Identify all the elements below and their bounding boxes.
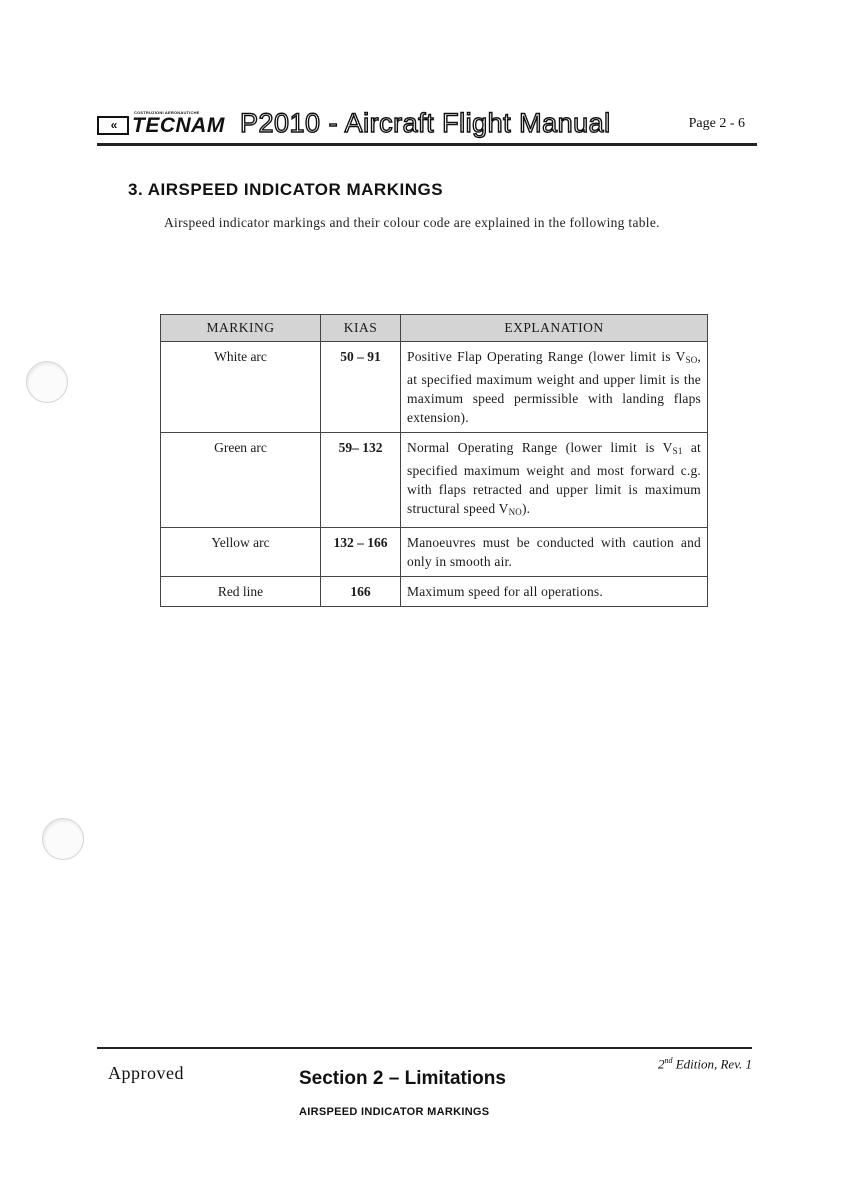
kias-cell: 166 bbox=[321, 577, 401, 607]
explanation-cell: Maximum speed for all operations. bbox=[401, 577, 708, 607]
table-row bbox=[161, 342, 708, 433]
header-marking: MARKING bbox=[161, 315, 321, 342]
airspeed-markings-table bbox=[160, 314, 708, 607]
kias-cell: 132 – 166 bbox=[321, 528, 401, 577]
header-rule bbox=[97, 143, 757, 146]
footer-subsection: AIRSPEED INDICATOR MARKINGS bbox=[299, 1106, 490, 1118]
tecnam-logo bbox=[97, 110, 225, 138]
marking-cell: White arc bbox=[161, 342, 321, 433]
intro-paragraph: Airspeed indicator markings and their colour code are explained in the following table. bbox=[164, 215, 660, 230]
table-row bbox=[161, 433, 708, 528]
kias-cell: 59– 132 bbox=[321, 433, 401, 528]
marking-cell: Red line bbox=[161, 577, 321, 607]
header-explanation: EXPLANATION bbox=[401, 315, 708, 342]
edition-info bbox=[658, 1056, 752, 1072]
marking-cell: Green arc bbox=[161, 433, 321, 528]
logo-mark-icon: « bbox=[97, 116, 129, 135]
table-row bbox=[161, 528, 708, 577]
approval-status: Approved bbox=[108, 1063, 184, 1083]
kias-cell: 50 – 91 bbox=[321, 342, 401, 433]
explanation-cell: Positive Flap Operating Range (lower limit is $V_{SO}$, at specified maximum weight and upper limit is the maximum speed permissible with landing flaps extension). bbox=[401, 342, 708, 433]
table-header-row bbox=[161, 315, 708, 342]
header-kias: KIAS bbox=[321, 315, 401, 342]
marking-cell: Yellow arc bbox=[161, 528, 321, 577]
explanation-cell: Normal Operating Range (lower limit is $V_{S1}$ at specified maximum weight and most forward c.g. with flaps retracted and upper limit is maximum structural speed $V_{NO}$). bbox=[401, 433, 708, 528]
edition-ordinal: nd bbox=[664, 1056, 673, 1065]
edition-number: 2 bbox=[657, 1056, 665, 1072]
section-heading: 3. AIRSPEED INDICATOR MARKINGS bbox=[128, 180, 444, 199]
edition-rest: Edition, Rev. 1 bbox=[672, 1056, 752, 1072]
explanation-cell: Manoeuvres must be conducted with caution and only in smooth air. bbox=[401, 528, 708, 577]
logo-word: TECNAM bbox=[132, 114, 225, 137]
footer-rule bbox=[97, 1047, 752, 1049]
page-number: Page 2 - 6 bbox=[688, 116, 745, 131]
manual-title: P2010 - Aircraft Flight Manual bbox=[240, 108, 611, 138]
binder-hole-top bbox=[26, 361, 68, 403]
table-row bbox=[161, 577, 708, 607]
page-header bbox=[97, 108, 757, 144]
logo-tagline: COSTRUZIONI AERONAUTICHE bbox=[134, 110, 200, 115]
binder-hole-bottom bbox=[42, 818, 84, 860]
footer-section-title: Section 2 – Limitations bbox=[299, 1068, 506, 1089]
